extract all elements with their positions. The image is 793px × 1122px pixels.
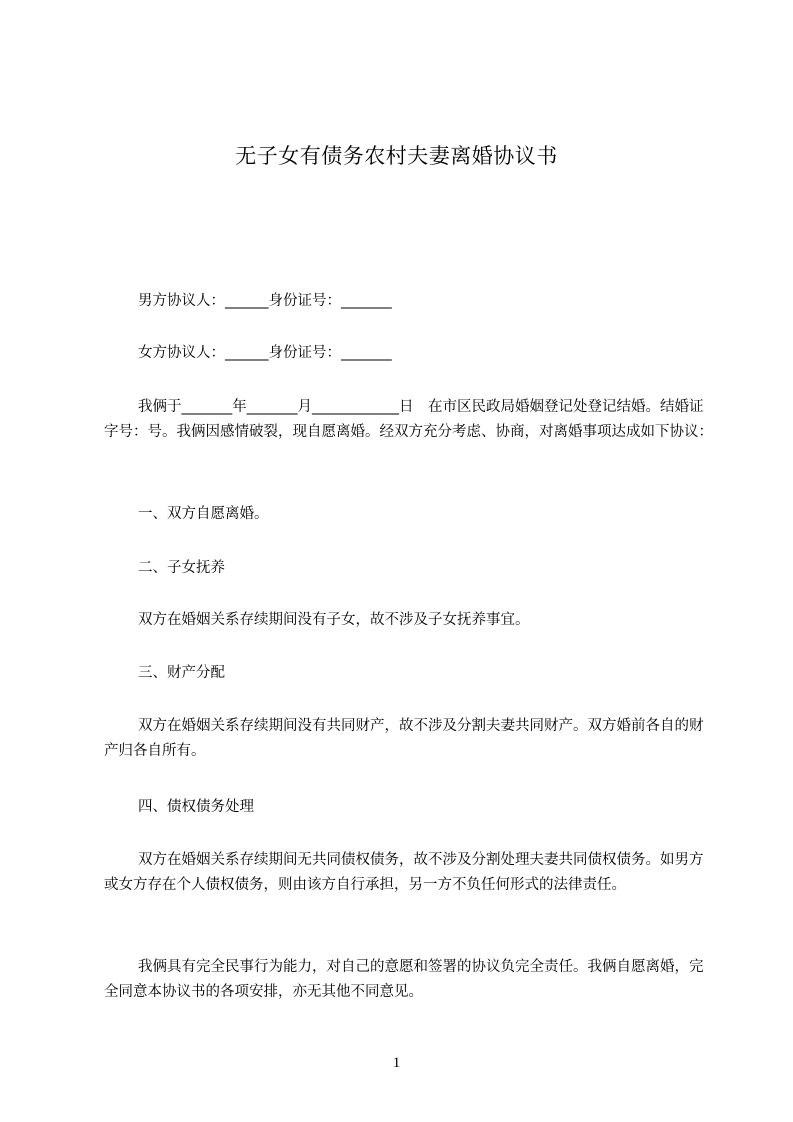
section-3-heading: 三、财产分配 <box>138 665 225 681</box>
closing-paragraph: 我俩具有完全民事行为能力，对自己的意愿和签署的协议负完全责任。我俩自愿离婚，完全同意本协议书的各项安排，亦无其他不同意见。 <box>104 959 704 1000</box>
page-number: 1 <box>392 1055 401 1071</box>
section-3-body: 双方在婚姻关系存续期间没有共同财产，故不涉及分割夫妻共同财产。双方婚前各自的财产归各自所有。 <box>104 718 704 759</box>
male-party-line: 男方协议人：______身份证号：_______ <box>138 293 392 309</box>
section-2-body: 双方在婚姻关系存续期间没有子女，故不涉及子女抚养事宜。 <box>138 612 530 628</box>
document-title: 无子女有债务农村夫妻离婚协议书 <box>235 144 558 168</box>
marriage-info-paragraph: 我俩于_______年_______月____________日 在市区民政局婚姻登记处登记结婚。结婚证字号：号。我俩因感情破裂，现自愿离婚。经双方充分考虑、协商，对离婚事项达成如下协议： <box>104 399 713 440</box>
section-2-heading: 二、子女抚养 <box>138 560 225 576</box>
section-4-heading: 四、债权债务处理 <box>138 799 254 815</box>
female-party-line: 女方协议人：______身份证号：_______ <box>138 345 392 361</box>
section-1-text: 一、双方自愿离婚。 <box>138 506 269 522</box>
section-4-body: 双方在婚姻关系存续期间无共同债权债务，故不涉及分割处理夫妻共同债权债务。如男方或女方存在个人债权债务，则由该方自行承担，另一方不负任何形式的法律责任。 <box>104 852 704 893</box>
